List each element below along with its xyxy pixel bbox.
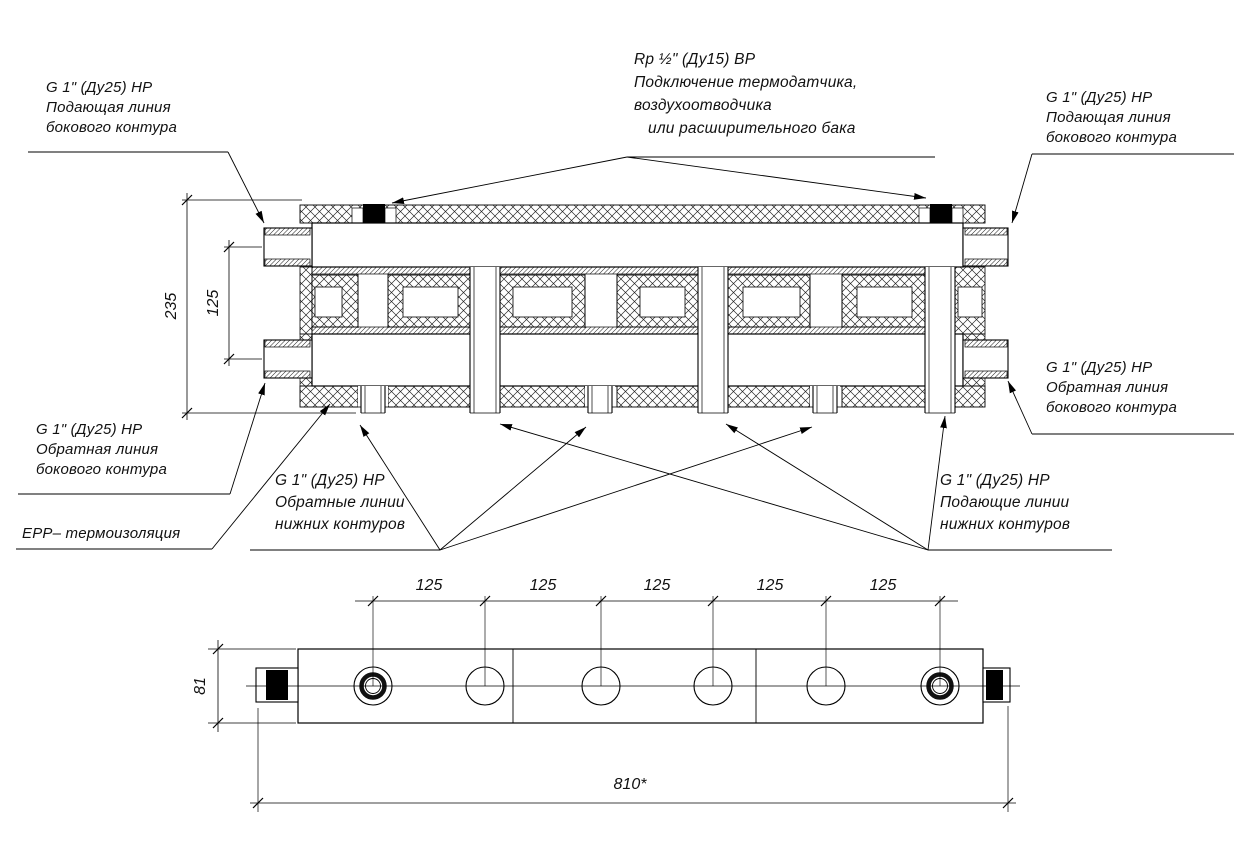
label-line: G 1" (Ду25) НР [1046,89,1153,106]
label-sensor-port [634,48,857,140]
sensor-plug-left [363,204,385,224]
lower-return-stub [805,386,845,413]
label-epp-insulation [22,524,180,544]
label-line: воздухоотводчика [634,97,772,114]
dim-port-spacing: 125 [529,577,557,594]
label-supply-line-right [1046,88,1177,148]
dim-port-spacing: 125 [415,577,443,594]
label-line: бокового контура [1046,399,1178,416]
dim-side-port-spacing: 125 [205,289,222,317]
upper-manifold-bar [312,223,963,267]
label-line: G 1" (Ду25) НР [36,421,143,438]
label-line: Подающие линии [940,494,1070,511]
label-line: G 1" (Ду25) НР [940,472,1050,489]
label-return-line-left [36,420,167,480]
label-line: Подключение термодатчика, [634,74,858,91]
label-line: или расширительного бака [648,120,856,137]
label-line: Обратная линия [36,441,159,458]
lower-supply-pipe [920,267,960,413]
label-return-line-right [1046,358,1177,418]
label-lower-supplies [940,470,1070,536]
dim-port-spacing: 125 [643,577,671,594]
label-line: Подающая линия [46,99,171,116]
lower-return-stub [353,386,393,413]
label-line: нижних контуров [275,516,406,533]
sensor-plug-right [930,204,952,224]
label-line: бокового контура [1046,129,1178,146]
label-lower-returns [275,470,405,536]
label-line: Обратная линия [1046,379,1169,396]
lower-return-stub [580,386,620,413]
dim-port-spacing: 125 [869,577,897,594]
dim-body-width: 81 [192,677,209,695]
label-line: Rp ½" (Ду15) ВР [634,51,756,68]
lower-manifold-bar [312,334,963,386]
label-line: G 1" (Ду25) НР [275,472,385,489]
label-line: G 1" (Ду25) НР [1046,359,1153,376]
label-line: бокового контура [36,461,168,478]
label-line: EPP– термоизоляция [22,525,181,542]
lower-supply-pipe [693,267,733,413]
lower-supply-pipe [465,267,505,413]
label-line: G 1" (Ду25) НР [46,79,153,96]
label-line: Подающая линия [1046,109,1171,126]
dim-overall-length: 810* [613,776,647,793]
label-line: Обратные линии [275,494,405,511]
dim-overall-height: 235 [163,292,180,320]
label-line: нижних контуров [940,516,1071,533]
label-supply-line-left [46,78,177,138]
label-line: бокового контура [46,119,178,136]
dim-port-spacing: 125 [756,577,784,594]
